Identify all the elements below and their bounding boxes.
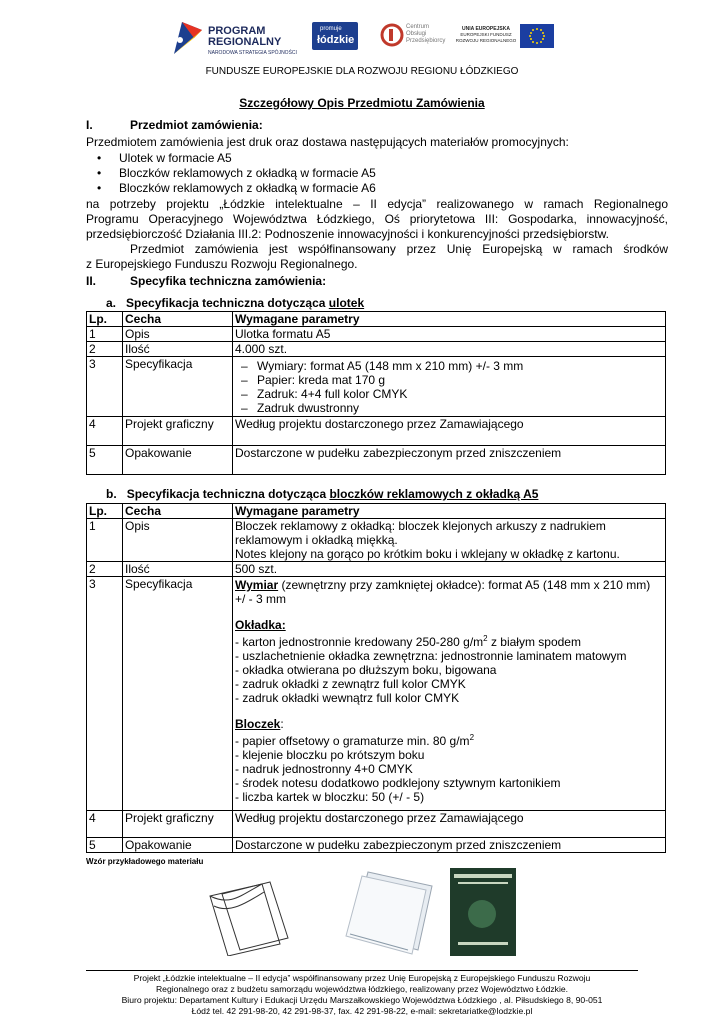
header-logos bbox=[0, 14, 724, 64]
program-regionalny-text bbox=[208, 26, 281, 48]
section-1-title: Przedmiot zamówienia: bbox=[130, 118, 263, 132]
wymiar-label: Wymiar bbox=[235, 578, 279, 592]
logo-program-line1: PROGRAM bbox=[208, 25, 266, 37]
section-1-paragraph-line: przedsiębiorczość Działania III.2: Podnoszenie innowacyjności i konkurencyjności przedsiębiorstw. bbox=[86, 227, 609, 241]
table-header-row bbox=[87, 312, 666, 327]
table-row: 4 Projekt graficzny Według projektu dostarczonego przez Zamawiającego bbox=[87, 811, 666, 838]
eu-flag-icon bbox=[520, 24, 554, 48]
table-row: 3 Specyfikacja – Wymiary: format A5 (148 mm x 210 mm) +/- 3 mm – Papier: kreda mat 170 g – Zadruk: 4+4 full kolor CMYK – Zadruk dwustronny bbox=[87, 357, 666, 417]
table-row: 3 Specyfikacja Wymiar (zewnętrzny przy zamkniętej okładce): format A5 (148 mm x 210 mm) +/ - 3 mm Okładka: - karton jednostronnie kredowany 250-280 $g/m^2$ z białym spodem - uszlachetnienie okładka zewnętrzna: jednostronnie laminatem matowym - okładka otwierana po dłuższym boku, bigowana - zadruk okładki z zewnątrz full kolor CMYK - zadruk okładki wewnątrz full kolor CMYK Bloczek: - papier offsetowy o gramaturze min. 80 $g/m^2$ - klejenie bloczku po krótszym boku - nadruk jednostronny 4+0 CMYK - środek notesu dodatkowo podklejony sztywnym kartonikiem - liczba kartek w bloczku: 50 (+/ - 5) bbox=[87, 577, 666, 811]
spec-a-heading-text: Specyfikacja techniczna dotycząca bbox=[126, 296, 329, 310]
list-item: – Zadruk dwustronny bbox=[235, 401, 663, 415]
header-parametry: Wymagane parametry bbox=[233, 504, 666, 519]
list-item: • Ulotek w formacie A5 bbox=[100, 151, 232, 166]
spec-a-label: a. bbox=[106, 296, 117, 310]
list-item: • Bloczków reklamowych z okładką w formacie A5 bbox=[100, 166, 376, 181]
list-item: – Zadruk: 4+4 full kolor CMYK bbox=[235, 387, 663, 401]
section-2-title: Specyfika techniczna zamówienia: bbox=[130, 274, 327, 288]
logo-centrum-line1: Centrum bbox=[406, 24, 430, 30]
table-header-row bbox=[87, 504, 666, 519]
logo-centrum-line2: Obsługi bbox=[406, 31, 427, 37]
section-1-paragraph-line: z Europejskiego Funduszu Rozwoju Regionalnego. bbox=[86, 257, 358, 271]
spec-a-heading bbox=[106, 296, 364, 311]
section-2-heading bbox=[86, 274, 326, 289]
unia-europejska-logo bbox=[454, 24, 558, 52]
table-row: 5 Opakowanie Dostarczone w pudełku zabezpieczonym przed zniszczeniem bbox=[87, 838, 666, 853]
logo-program-line2: REGIONALNY bbox=[208, 36, 282, 48]
list-item: - uszlachetnienie okładka zewnętrzna: jednostronnie laminatem matowym bbox=[235, 649, 627, 663]
section-1-heading bbox=[86, 118, 263, 133]
sample-product-images bbox=[200, 866, 520, 956]
footer-line: Projekt „Łódzkie intelektualne – II edycja” współfinansowany przez Unię Europejską z Europejskiego Funduszu Rozwoju bbox=[133, 973, 591, 983]
logo-promuje-line1: promuje bbox=[320, 26, 342, 32]
spec-a-table bbox=[86, 311, 666, 475]
list-item: - środek notesu dodatkowo podklejony sztywnym kartonikiem bbox=[235, 776, 561, 790]
footer-line: Biuro projektu: Departament Kultury i Edukacji Urzędu Marszałkowskiego Województwa Łódzkiego , al. Piłsudskiego 8, 90-051 bbox=[121, 995, 603, 1005]
footer-divider bbox=[86, 970, 638, 971]
list-item: - liczba kartek w bloczku: 50 (+/ - 5) bbox=[235, 790, 425, 804]
list-item: - zadruk okładki z zewnątrz full kolor CMYK bbox=[235, 677, 466, 691]
ue-text bbox=[454, 26, 518, 44]
list-item: – Wymiary: format A5 (148 mm x 210 mm) +/- 3 mm bbox=[235, 359, 663, 373]
logo-ue-line3: ROZWOJU REGIONALNEGO bbox=[455, 38, 517, 43]
list-item: • Bloczków reklamowych z okładką w formacie A6 bbox=[100, 181, 376, 196]
spec-b-heading-underlined: bloczków reklamowych z okładką A5 bbox=[329, 487, 539, 501]
header-parametry: Wymagane parametry bbox=[233, 312, 666, 327]
promuje-lodzkie-logo bbox=[312, 22, 358, 50]
sample-notepad-white bbox=[346, 872, 432, 954]
sample-notepad-dark-cover bbox=[450, 868, 516, 956]
spec-b-table bbox=[86, 503, 666, 853]
list-item: - nadruk jednostronny 4+0 CMYK bbox=[235, 762, 413, 776]
logo-ue-line2: EUROPEJSKI FUNDUSZ bbox=[460, 32, 512, 37]
header-cecha: Cecha bbox=[123, 504, 233, 519]
fund-line: FUNDUSZE EUROPEJSKIE DLA ROZWOJU REGIONU ŁÓDZKIEGO bbox=[205, 66, 519, 77]
centrum-obslugi-text bbox=[406, 24, 445, 45]
table-row: 2 Ilość 4.000 szt. bbox=[87, 342, 666, 357]
sample-notepad-sketch bbox=[210, 882, 288, 956]
section-1-paragraph-line: Programu Operacyjnego Województwa Łódzkiego, Oś priorytetowa III: Gospodarka, innowacyjność, bbox=[86, 212, 668, 226]
centrum-obslugi-logo bbox=[380, 22, 450, 54]
list-item: - klejenie bloczku po krótszym boku bbox=[235, 748, 425, 762]
footer-line: Łódź tel. 42 291-98-20, 42 291-98-37, fax. 42 291-98-22, e-mail: sekretariatke@lodzkie.pl bbox=[191, 1006, 533, 1016]
program-regionalny-emblem-icon bbox=[172, 18, 206, 56]
list-item: – Papier: kreda mat 170 g bbox=[235, 373, 663, 387]
table-row: 2 Ilość 500 szt. bbox=[87, 562, 666, 577]
logo-centrum-line3: Przedsiębiorcy bbox=[406, 38, 446, 44]
okladka-label: Okładka: bbox=[235, 618, 286, 632]
section-2-number: II. bbox=[86, 274, 97, 288]
logo-program-sub: NARODOWA STRATEGIA SPÓJNOŚCI bbox=[208, 50, 297, 56]
list-item: - okładka otwierana po dłuższym boku, bigowana bbox=[235, 663, 497, 677]
header-lp: Lp. bbox=[87, 312, 123, 327]
section-1-paragraph-line: na potrzeby projektu „Łódzkie intelektualne – II edycja” realizowanego w ramach Regionalnego bbox=[86, 197, 668, 211]
section-1-paragraph-line: Przedmiot zamówienia jest współfinansowany przez Unię Europejską w ramach środków bbox=[130, 242, 668, 256]
bloczek-label: Bloczek bbox=[235, 717, 281, 731]
logo-promuje-line2: łódzkie bbox=[317, 34, 355, 46]
sample-label: Wzór przykładowego materiału bbox=[86, 857, 204, 866]
spec-b-heading-text: Specyfikacja techniczna dotycząca bbox=[126, 487, 330, 501]
centrum-obslugi-emblem-icon bbox=[380, 22, 404, 48]
header-lp: Lp. bbox=[87, 504, 123, 519]
header-cecha: Cecha bbox=[123, 312, 233, 327]
table-row: 1 Opis Bloczek reklamowy z okładką: bloczek klejonych arkuszy z nadrukiem reklamowym i okładką miękką. Notes klejony na gorąco po krótkim boku i wklejany w okładkę z kartonu. bbox=[87, 519, 666, 562]
footer-line: Regionalnego oraz z budżetu samorządu województwa łódzkiego, realizowany przez Województwo Łódzkie. bbox=[155, 984, 569, 994]
spec-b-heading bbox=[106, 487, 538, 502]
section-1-number: I. bbox=[86, 118, 93, 132]
spec-a-heading-underlined: ulotek bbox=[328, 296, 365, 310]
table-row: 4 Projekt graficzny Według projektu dostarczonego przez Zamawiającego bbox=[87, 417, 666, 446]
program-regionalny-logo bbox=[172, 18, 312, 58]
spec-b-label: b. bbox=[106, 487, 117, 501]
page-footer bbox=[0, 973, 724, 1017]
section-1-intro: Przedmiotem zamówienia jest druk oraz dostawa następujących materiałów promocyjnych: bbox=[86, 135, 569, 149]
page-title: Szczegółowy Opis Przedmiotu Zamówienia bbox=[239, 96, 485, 110]
logo-ue-line1: UNIA EUROPEJSKA bbox=[462, 26, 510, 32]
list-item: - zadruk okładki wewnątrz full kolor CMYK bbox=[235, 691, 460, 705]
table-row: 5 Opakowanie Dostarczone w pudełku zabezpieczonym przed zniszczeniem bbox=[87, 446, 666, 475]
table-row: 1 Opis Ulotka formatu A5 bbox=[87, 327, 666, 342]
